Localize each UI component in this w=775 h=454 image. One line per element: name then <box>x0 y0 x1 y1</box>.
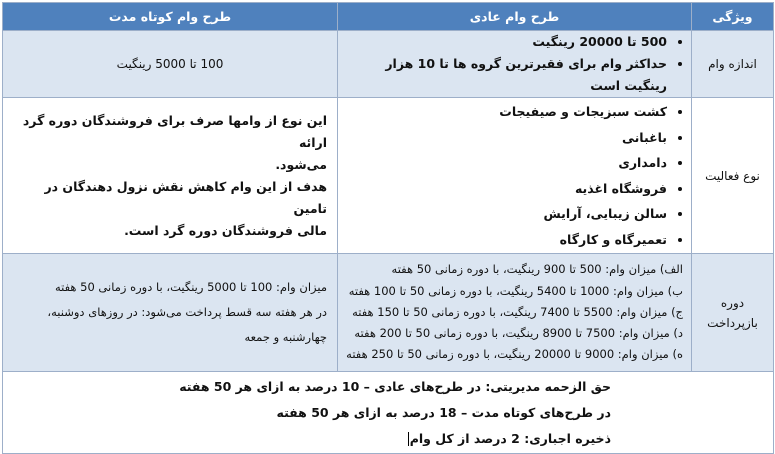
list-item: • دامداری <box>346 150 667 176</box>
repayment-short-term <box>3 254 338 372</box>
row-activity-type <box>3 98 774 254</box>
management-fee-regular: حق الزحمه مدیریتی: در طرح‌های عادی – 10 درصد به ازای هر 50 هفته <box>179 378 611 394</box>
fees-cell <box>3 372 774 454</box>
loan-size-regular-list <box>338 31 691 97</box>
list-item: • تعمیرگاه و کارگاه <box>346 227 667 253</box>
loan-size-regular <box>338 31 692 98</box>
row-loan-size <box>3 31 774 98</box>
header-feature: ویژگی <box>692 3 774 31</box>
text-line: چهارشنبه و جمعه <box>244 330 327 344</box>
text-line: ه) میزان وام: 9000 تا 20000 رینگیت، با دوره زمانی 50 تا 250 هفته <box>346 347 683 362</box>
loan-size-short-term: 100 تا 5000 رینگیت <box>3 31 338 98</box>
list-item: • حداکثر وام برای فقیرترین گروه ها تا 10 هزار رینگیت است <box>346 53 667 97</box>
text-line: در هر هفته سه قسط پرداخت می‌شود: در روزهای دوشنبه، <box>47 305 327 319</box>
activity-short-term <box>3 98 338 254</box>
list-item: • سالن زیبایی، آرایش <box>346 201 667 227</box>
list-item: • کشت سبزیجات و صیفیجات <box>346 99 667 125</box>
text-line: هدف از این وام کاهش نقش نزول دهندگان در تامین <box>44 178 327 216</box>
text-line: ب) میزان وام: 1000 تا 5400 رینگیت، با دوره زمانی 50 تا 100 هفته <box>348 283 683 298</box>
activity-regular <box>338 98 692 254</box>
header-row <box>3 3 774 31</box>
management-fee-short-term: در طرح‌های کوتاه مدت – 18 درصد به ازای هر 50 هفته <box>276 404 611 420</box>
activity-regular-list <box>338 99 691 252</box>
header-regular-loan: طرح وام عادی <box>338 3 692 31</box>
repayment-label <box>692 254 774 372</box>
activity-label: نوع فعالیت <box>692 98 774 254</box>
text-line: الف) میزان وام: 500 تا 900 رینگیت، با دوره زمانی 50 هفته <box>391 262 683 277</box>
mandatory-savings-text: ذخیره اجباری: 2 درصد از کل وام <box>409 430 611 446</box>
row-repayment-period <box>3 254 774 372</box>
text-line: بازپرداخت <box>707 315 758 330</box>
header-short-term-loan: طرح وام کوتاه مدت <box>3 3 338 31</box>
list-item: • باغبانی <box>346 125 667 151</box>
text-line: میزان وام: 100 تا 5000 رینگیت، با دوره زمانی 50 هفته <box>54 280 327 294</box>
text-line: د) میزان وام: 7500 تا 8900 رینگیت، با دوره زمانی 50 تا 200 هفته <box>354 326 683 341</box>
row-fees <box>3 372 774 454</box>
text-line: دوره <box>720 295 745 310</box>
loan-size-label: اندازه وام <box>692 31 774 98</box>
list-item: • فروشگاه اغذیه <box>346 176 667 202</box>
text-line: مالی فروشندگان دوره گرد است. <box>124 222 327 238</box>
loan-comparison-table <box>2 2 774 454</box>
text-line: ج) میزان وام: 5500 تا 7400 رینگیت، با دوره زمانی 50 تا 150 هفته <box>352 304 683 319</box>
repayment-regular <box>338 254 692 372</box>
mandatory-savings <box>3 426 611 452</box>
text-line: این نوع از وامها صرف برای فروشندگان دوره گرد ارائه <box>22 112 327 150</box>
text-line: می‌شود. <box>275 156 327 172</box>
text-cursor <box>408 432 409 446</box>
list-item: • 500 تا 20000 رینگیت <box>346 31 667 53</box>
